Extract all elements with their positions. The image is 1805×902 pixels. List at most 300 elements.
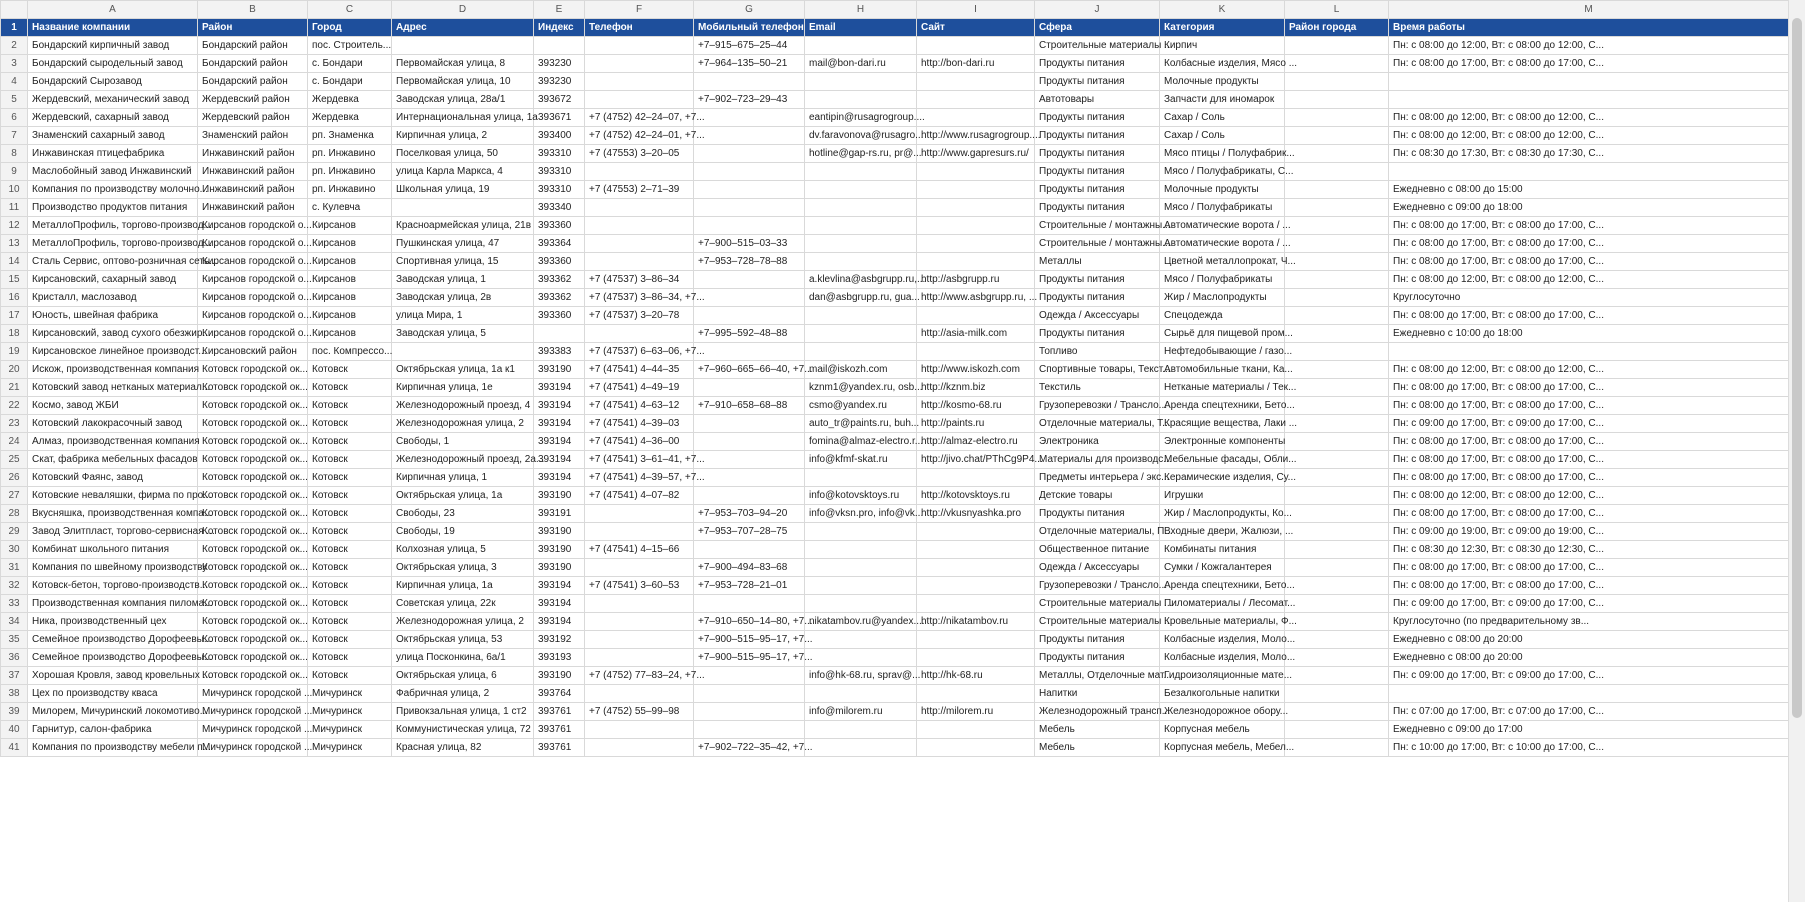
- table-cell[interactable]: [694, 451, 805, 469]
- table-cell[interactable]: [585, 721, 694, 739]
- table-cell[interactable]: Ежедневно с 10:00 до 18:00: [1389, 325, 1789, 343]
- table-cell[interactable]: mail@bon-dari.ru: [805, 55, 917, 73]
- table-cell[interactable]: [805, 91, 917, 109]
- table-cell[interactable]: 393190: [534, 667, 585, 685]
- row-number[interactable]: 5: [1, 91, 28, 109]
- table-cell[interactable]: http://milorem.ru: [917, 703, 1035, 721]
- row-number[interactable]: 2: [1, 37, 28, 55]
- table-cell[interactable]: Котовск городской ок...: [198, 469, 308, 487]
- table-cell[interactable]: Кирсанов городской о...: [198, 217, 308, 235]
- table-cell[interactable]: Привокзальная улица, 1 ст2: [392, 703, 534, 721]
- header-cell[interactable]: Название компании: [28, 19, 198, 37]
- table-cell[interactable]: Отделочные материалы, П...: [1035, 523, 1160, 541]
- table-cell[interactable]: Продукты питания: [1035, 199, 1160, 217]
- table-cell[interactable]: a.klevlina@asbgrupp.ru,...: [805, 271, 917, 289]
- table-cell[interactable]: Корпусная мебель, Мебел...: [1160, 739, 1285, 757]
- column-header-f[interactable]: F: [585, 1, 694, 19]
- table-cell[interactable]: Строительные / монтажны...: [1035, 217, 1160, 235]
- table-cell[interactable]: Комбинаты питания: [1160, 541, 1285, 559]
- table-cell[interactable]: Круглосуточно (по предварительному зв...: [1389, 613, 1789, 631]
- table-cell[interactable]: [917, 217, 1035, 235]
- table-cell[interactable]: [1285, 559, 1389, 577]
- table-cell[interactable]: Бондарский сыродельный завод: [28, 55, 198, 73]
- table-cell[interactable]: [1285, 685, 1389, 703]
- table-cell[interactable]: [1285, 415, 1389, 433]
- table-cell[interactable]: Котовск городской ок...: [198, 631, 308, 649]
- column-header-d[interactable]: D: [392, 1, 534, 19]
- table-cell[interactable]: Кирсанов городской о...: [198, 307, 308, 325]
- table-cell[interactable]: 393194: [534, 379, 585, 397]
- table-cell[interactable]: [1285, 127, 1389, 145]
- table-cell[interactable]: Пн: с 08:00 до 17:00, Вт: с 08:00 до 17:00, С...: [1389, 55, 1789, 73]
- table-cell[interactable]: 393194: [534, 595, 585, 613]
- row-number[interactable]: 37: [1, 667, 28, 685]
- row-number[interactable]: 8: [1, 145, 28, 163]
- table-cell[interactable]: Спортивные товары, Текст...: [1035, 361, 1160, 379]
- table-cell[interactable]: [694, 199, 805, 217]
- table-cell[interactable]: [917, 469, 1035, 487]
- table-cell[interactable]: Кирсанов городской о...: [198, 271, 308, 289]
- table-cell[interactable]: Заводская улица, 2в: [392, 289, 534, 307]
- row-number[interactable]: 22: [1, 397, 28, 415]
- table-cell[interactable]: Октябрьская улица, 1а: [392, 487, 534, 505]
- table-cell[interactable]: Продукты питания: [1035, 289, 1160, 307]
- table-cell[interactable]: Цех по производству кваса: [28, 685, 198, 703]
- table-cell[interactable]: [585, 55, 694, 73]
- row-number[interactable]: 30: [1, 541, 28, 559]
- table-cell[interactable]: Кирсановский, сахарный завод: [28, 271, 198, 289]
- table-cell[interactable]: [585, 685, 694, 703]
- table-cell[interactable]: Железнодорожное обору...: [1160, 703, 1285, 721]
- table-cell[interactable]: Ежедневно с 08:00 до 20:00: [1389, 649, 1789, 667]
- table-cell[interactable]: Коммунистическая улица, 72: [392, 721, 534, 739]
- table-cell[interactable]: 393190: [534, 361, 585, 379]
- table-cell[interactable]: [694, 595, 805, 613]
- table-cell[interactable]: +7 (47537) 3–20–78: [585, 307, 694, 325]
- table-cell[interactable]: Безалкогольные напитки: [1160, 685, 1285, 703]
- table-cell[interactable]: Котовский завод нетканых материал...: [28, 379, 198, 397]
- table-cell[interactable]: [694, 343, 805, 361]
- header-cell[interactable]: Индекс: [534, 19, 585, 37]
- table-cell[interactable]: Октябрьская улица, 53: [392, 631, 534, 649]
- column-header-l[interactable]: L: [1285, 1, 1389, 19]
- table-cell[interactable]: Продукты питания: [1035, 631, 1160, 649]
- table-cell[interactable]: Котовск городской ок...: [198, 577, 308, 595]
- table-cell[interactable]: [917, 73, 1035, 91]
- table-cell[interactable]: Октябрьская улица, 1а к1: [392, 361, 534, 379]
- table-cell[interactable]: Котовск: [308, 613, 392, 631]
- table-cell[interactable]: [585, 649, 694, 667]
- table-cell[interactable]: Кирпичная улица, 1: [392, 469, 534, 487]
- table-cell[interactable]: +7–902–722–35–42, +7...: [694, 739, 805, 757]
- table-cell[interactable]: [694, 685, 805, 703]
- table-cell[interactable]: [917, 307, 1035, 325]
- table-cell[interactable]: +7–953–703–94–20: [694, 505, 805, 523]
- table-cell[interactable]: Маслобойный завод Инжавинский: [28, 163, 198, 181]
- table-cell[interactable]: Котовск: [308, 469, 392, 487]
- table-cell[interactable]: Кирсановский, завод сухого обезжир...: [28, 325, 198, 343]
- table-cell[interactable]: 393360: [534, 307, 585, 325]
- table-cell[interactable]: http://bon-dari.ru: [917, 55, 1035, 73]
- table-cell[interactable]: 393364: [534, 235, 585, 253]
- table-cell[interactable]: Заводская улица, 28а/1: [392, 91, 534, 109]
- table-cell[interactable]: csmo@yandex.ru: [805, 397, 917, 415]
- table-cell[interactable]: Космо, завод ЖБИ: [28, 397, 198, 415]
- table-cell[interactable]: 393193: [534, 649, 585, 667]
- table-cell[interactable]: улица Карла Маркса, 4: [392, 163, 534, 181]
- table-cell[interactable]: Красящие вещества, Лаки ...: [1160, 415, 1285, 433]
- table-cell[interactable]: Завод Элитпласт, торгово-сервисная ...: [28, 523, 198, 541]
- table-cell[interactable]: +7–915–675–25–44: [694, 37, 805, 55]
- row-number[interactable]: 36: [1, 649, 28, 667]
- table-cell[interactable]: Жир / Маслопродукты, Ко...: [1160, 505, 1285, 523]
- table-cell[interactable]: [1285, 667, 1389, 685]
- table-cell[interactable]: пос. Строитель...: [308, 37, 392, 55]
- table-cell[interactable]: http://jivo.chat/PThCg9P4...: [917, 451, 1035, 469]
- table-cell[interactable]: 393194: [534, 397, 585, 415]
- header-cell[interactable]: Адрес: [392, 19, 534, 37]
- table-cell[interactable]: Предметы интерьера / экс...: [1035, 469, 1160, 487]
- row-number[interactable]: 18: [1, 325, 28, 343]
- table-cell[interactable]: Искож, производственная компания: [28, 361, 198, 379]
- table-cell[interactable]: Кристалл, маслозавод: [28, 289, 198, 307]
- table-cell[interactable]: Аренда спецтехники, Бето...: [1160, 397, 1285, 415]
- table-cell[interactable]: +7 (4752) 55–99–98: [585, 703, 694, 721]
- table-cell[interactable]: 393761: [534, 721, 585, 739]
- table-cell[interactable]: [694, 379, 805, 397]
- table-cell[interactable]: [1285, 343, 1389, 361]
- table-cell[interactable]: [585, 235, 694, 253]
- header-cell[interactable]: Время работы: [1389, 19, 1789, 37]
- table-cell[interactable]: Ежедневно с 09:00 до 18:00: [1389, 199, 1789, 217]
- table-cell[interactable]: Напитки: [1035, 685, 1160, 703]
- table-cell[interactable]: Котовск: [308, 487, 392, 505]
- header-cell[interactable]: Мобильный телефон: [694, 19, 805, 37]
- table-cell[interactable]: [1285, 361, 1389, 379]
- table-cell[interactable]: 393383: [534, 343, 585, 361]
- table-cell[interactable]: [694, 145, 805, 163]
- table-cell[interactable]: +7 (4752) 42–24–07, +7...: [585, 109, 694, 127]
- table-cell[interactable]: Автомобильные ткани, Ка...: [1160, 361, 1285, 379]
- table-cell[interactable]: 393190: [534, 487, 585, 505]
- table-cell[interactable]: Котовск городской ок...: [198, 379, 308, 397]
- table-cell[interactable]: [1285, 109, 1389, 127]
- table-cell[interactable]: Бондарский Сырозавод: [28, 73, 198, 91]
- table-cell[interactable]: Фабричная улица, 2: [392, 685, 534, 703]
- table-cell[interactable]: Общественное питание: [1035, 541, 1160, 559]
- table-cell[interactable]: Кирсанов: [308, 307, 392, 325]
- table-cell[interactable]: Пн: с 08:00 до 17:00, Вт: с 08:00 до 17:00, С...: [1389, 451, 1789, 469]
- table-cell[interactable]: Ежедневно с 08:00 до 20:00: [1389, 631, 1789, 649]
- table-cell[interactable]: Красная улица, 82: [392, 739, 534, 757]
- table-cell[interactable]: Кирсанов: [308, 217, 392, 235]
- table-cell[interactable]: Знаменский район: [198, 127, 308, 145]
- table-cell[interactable]: +7–953–728–78–88: [694, 253, 805, 271]
- table-cell[interactable]: Пн: с 08:00 до 17:00, Вт: с 08:00 до 17:00, С...: [1389, 235, 1789, 253]
- table-cell[interactable]: Ежедневно с 09:00 до 17:00: [1389, 721, 1789, 739]
- table-cell[interactable]: Кирпичная улица, 1а: [392, 577, 534, 595]
- table-cell[interactable]: [805, 739, 917, 757]
- table-cell[interactable]: [694, 127, 805, 145]
- table-cell[interactable]: [1285, 55, 1389, 73]
- table-cell[interactable]: Строительные / монтажны...: [1035, 235, 1160, 253]
- table-cell[interactable]: [1285, 73, 1389, 91]
- row-number[interactable]: 25: [1, 451, 28, 469]
- table-cell[interactable]: +7 (47537) 3–86–34: [585, 271, 694, 289]
- table-cell[interactable]: 393764: [534, 685, 585, 703]
- table-cell[interactable]: Грузоперевозки / Трансло...: [1035, 397, 1160, 415]
- table-cell[interactable]: [585, 325, 694, 343]
- table-cell[interactable]: рп. Инжавино: [308, 181, 392, 199]
- table-cell[interactable]: [917, 523, 1035, 541]
- table-cell[interactable]: [1285, 613, 1389, 631]
- row-number[interactable]: 24: [1, 433, 28, 451]
- table-cell[interactable]: [585, 163, 694, 181]
- table-cell[interactable]: fomina@almaz-electro.r...: [805, 433, 917, 451]
- table-cell[interactable]: [1285, 271, 1389, 289]
- table-cell[interactable]: Мичуринск городской ...: [198, 685, 308, 703]
- table-cell[interactable]: Сумки / Кожгалантерея: [1160, 559, 1285, 577]
- table-cell[interactable]: Гидроизоляционные мате...: [1160, 667, 1285, 685]
- table-cell[interactable]: Отделочные материалы, Т...: [1035, 415, 1160, 433]
- table-cell[interactable]: [694, 703, 805, 721]
- table-cell[interactable]: [1285, 289, 1389, 307]
- table-cell[interactable]: Мясо / Полуфабрикаты: [1160, 199, 1285, 217]
- table-cell[interactable]: +7 (47541) 4–15–66: [585, 541, 694, 559]
- table-cell[interactable]: Игрушки: [1160, 487, 1285, 505]
- table-cell[interactable]: [392, 199, 534, 217]
- table-cell[interactable]: Пн: с 08:00 до 12:00, Вт: с 08:00 до 12:00, С...: [1389, 109, 1789, 127]
- table-cell[interactable]: [694, 487, 805, 505]
- table-cell[interactable]: Кирсанов городской о...: [198, 325, 308, 343]
- table-cell[interactable]: Кирсановское линейное производст...: [28, 343, 198, 361]
- table-cell[interactable]: Котовск-бетон, торгово-производств...: [28, 577, 198, 595]
- column-header-j[interactable]: J: [1035, 1, 1160, 19]
- table-cell[interactable]: [1285, 235, 1389, 253]
- table-cell[interactable]: Круглосуточно: [1389, 289, 1789, 307]
- table-cell[interactable]: [917, 181, 1035, 199]
- table-cell[interactable]: Материалы для производс...: [1035, 451, 1160, 469]
- table-cell[interactable]: Автотовары: [1035, 91, 1160, 109]
- table-cell[interactable]: Мичуринск городской ...: [198, 739, 308, 757]
- row-number[interactable]: 38: [1, 685, 28, 703]
- table-cell[interactable]: Котовск: [308, 505, 392, 523]
- table-cell[interactable]: http://paints.ru: [917, 415, 1035, 433]
- table-cell[interactable]: +7–900–515–95–17, +7...: [694, 649, 805, 667]
- header-cell[interactable]: Сайт: [917, 19, 1035, 37]
- table-cell[interactable]: Жердевский, сахарный завод: [28, 109, 198, 127]
- table-cell[interactable]: [1285, 649, 1389, 667]
- header-cell[interactable]: Категория: [1160, 19, 1285, 37]
- table-cell[interactable]: http://asia-milk.com: [917, 325, 1035, 343]
- table-cell[interactable]: [805, 523, 917, 541]
- table-cell[interactable]: 393194: [534, 469, 585, 487]
- table-cell[interactable]: 393230: [534, 73, 585, 91]
- table-cell[interactable]: +7 (47553) 3–20–05: [585, 145, 694, 163]
- row-number[interactable]: 14: [1, 253, 28, 271]
- table-cell[interactable]: 393194: [534, 433, 585, 451]
- table-cell[interactable]: [694, 721, 805, 739]
- table-cell[interactable]: Кирпичная улица, 2: [392, 127, 534, 145]
- table-cell[interactable]: [585, 91, 694, 109]
- table-cell[interactable]: Мичуринск городской ...: [198, 721, 308, 739]
- table-cell[interactable]: 393310: [534, 145, 585, 163]
- column-header-a[interactable]: A: [28, 1, 198, 19]
- table-cell[interactable]: Котовск городской ок...: [198, 433, 308, 451]
- table-cell[interactable]: Алмаз, производственная компания: [28, 433, 198, 451]
- table-cell[interactable]: +7–953–728–21–01: [694, 577, 805, 595]
- table-cell[interactable]: nikatambov.ru@yandex....: [805, 613, 917, 631]
- table-cell[interactable]: http://www.iskozh.com: [917, 361, 1035, 379]
- table-cell[interactable]: Котовский лакокрасочный завод: [28, 415, 198, 433]
- table-cell[interactable]: Автоматические ворота / ...: [1160, 235, 1285, 253]
- table-cell[interactable]: Котовск городской ок...: [198, 415, 308, 433]
- table-cell[interactable]: 393194: [534, 415, 585, 433]
- table-cell[interactable]: Кирсановский район: [198, 343, 308, 361]
- table-cell[interactable]: Производственная компания пилома...: [28, 595, 198, 613]
- row-number[interactable]: 39: [1, 703, 28, 721]
- table-cell[interactable]: +7 (47541) 4–36–00: [585, 433, 694, 451]
- table-cell[interactable]: [917, 649, 1035, 667]
- table-cell[interactable]: [1285, 541, 1389, 559]
- table-cell[interactable]: 393310: [534, 181, 585, 199]
- table-cell[interactable]: +7 (47537) 3–86–34, +7...: [585, 289, 694, 307]
- table-cell[interactable]: Продукты питания: [1035, 73, 1160, 91]
- table-cell[interactable]: Кирсанов: [308, 235, 392, 253]
- table-cell[interactable]: +7 (47541) 3–61–41, +7...: [585, 451, 694, 469]
- table-cell[interactable]: Хорошая Кровля, завод кровельных ...: [28, 667, 198, 685]
- table-cell[interactable]: Жердевский, механический завод: [28, 91, 198, 109]
- table-cell[interactable]: [694, 163, 805, 181]
- table-cell[interactable]: [1285, 703, 1389, 721]
- table-cell[interactable]: [1285, 181, 1389, 199]
- table-cell[interactable]: Котовск: [308, 415, 392, 433]
- table-cell[interactable]: Металлы: [1035, 253, 1160, 271]
- table-cell[interactable]: [1285, 325, 1389, 343]
- table-cell[interactable]: Пн: с 08:00 до 12:00, Вт: с 08:00 до 12:00, С...: [1389, 271, 1789, 289]
- table-cell[interactable]: [585, 73, 694, 91]
- table-cell[interactable]: Котовск: [308, 361, 392, 379]
- table-cell[interactable]: [1285, 91, 1389, 109]
- table-cell[interactable]: Металлы, Отделочные мат...: [1035, 667, 1160, 685]
- table-cell[interactable]: Спецодежда: [1160, 307, 1285, 325]
- table-cell[interactable]: Автоматические ворота / ...: [1160, 217, 1285, 235]
- vertical-scrollbar[interactable]: [1788, 0, 1805, 902]
- table-cell[interactable]: http://vkusnyashka.pro: [917, 505, 1035, 523]
- table-cell[interactable]: Котовск городской ок...: [198, 397, 308, 415]
- table-cell[interactable]: http://hk-68.ru: [917, 667, 1035, 685]
- table-cell[interactable]: Жердевка: [308, 91, 392, 109]
- table-cell[interactable]: Свободы, 23: [392, 505, 534, 523]
- table-cell[interactable]: Свободы, 1: [392, 433, 534, 451]
- table-cell[interactable]: http://www.rusagrogroup....: [917, 127, 1035, 145]
- table-cell[interactable]: [585, 199, 694, 217]
- row-number[interactable]: 9: [1, 163, 28, 181]
- table-cell[interactable]: [805, 595, 917, 613]
- table-cell[interactable]: 393194: [534, 451, 585, 469]
- table-cell[interactable]: пос. Компрессо...: [308, 343, 392, 361]
- table-cell[interactable]: Пн: с 09:00 до 19:00, Вт: с 09:00 до 19:00, С...: [1389, 523, 1789, 541]
- table-cell[interactable]: [917, 109, 1035, 127]
- table-cell[interactable]: с. Бондари: [308, 55, 392, 73]
- table-cell[interactable]: [805, 37, 917, 55]
- table-cell[interactable]: [694, 469, 805, 487]
- table-cell[interactable]: [585, 523, 694, 541]
- table-cell[interactable]: Пн: с 08:00 до 17:00, Вт: с 08:00 до 17:00, С...: [1389, 469, 1789, 487]
- table-cell[interactable]: [805, 199, 917, 217]
- table-cell[interactable]: [694, 181, 805, 199]
- row-number[interactable]: 10: [1, 181, 28, 199]
- table-cell[interactable]: Нефтедобывающие / газо...: [1160, 343, 1285, 361]
- header-cell[interactable]: Город: [308, 19, 392, 37]
- table-cell[interactable]: http://kznm.biz: [917, 379, 1035, 397]
- table-cell[interactable]: Пушкинская улица, 47: [392, 235, 534, 253]
- table-cell[interactable]: [585, 739, 694, 757]
- table-cell[interactable]: [1285, 595, 1389, 613]
- table-cell[interactable]: +7 (47541) 4–49–19: [585, 379, 694, 397]
- table-cell[interactable]: [1285, 379, 1389, 397]
- table-cell[interactable]: [1389, 91, 1789, 109]
- table-cell[interactable]: [585, 559, 694, 577]
- table-cell[interactable]: Пн: с 08:00 до 17:00, Вт: с 08:00 до 17:00, С...: [1389, 505, 1789, 523]
- table-cell[interactable]: +7 (47541) 4–63–12: [585, 397, 694, 415]
- table-cell[interactable]: Жердевский район: [198, 109, 308, 127]
- table-cell[interactable]: Красноармейская улица, 21в: [392, 217, 534, 235]
- table-cell[interactable]: Пн: с 08:00 до 17:00, Вт: с 08:00 до 17:00, С...: [1389, 397, 1789, 415]
- table-cell[interactable]: [1285, 631, 1389, 649]
- table-cell[interactable]: Мясо птицы / Полуфабрик...: [1160, 145, 1285, 163]
- table-cell[interactable]: Пн: с 08:30 до 17:30, Вт: с 08:30 до 17:30, С...: [1389, 145, 1789, 163]
- table-cell[interactable]: Мичуринск городской ...: [198, 703, 308, 721]
- table-cell[interactable]: [805, 721, 917, 739]
- table-cell[interactable]: Пн: с 09:00 до 17:00, Вт: с 09:00 до 17:00, С...: [1389, 667, 1789, 685]
- table-cell[interactable]: Поселковая улица, 50: [392, 145, 534, 163]
- table-cell[interactable]: 393340: [534, 199, 585, 217]
- table-cell[interactable]: 393191: [534, 505, 585, 523]
- table-cell[interactable]: Котовск: [308, 451, 392, 469]
- table-cell[interactable]: Первомайская улица, 10: [392, 73, 534, 91]
- table-cell[interactable]: Октябрьская улица, 6: [392, 667, 534, 685]
- table-cell[interactable]: [805, 307, 917, 325]
- column-header-h[interactable]: H: [805, 1, 917, 19]
- table-cell[interactable]: Инжавинский район: [198, 145, 308, 163]
- table-cell[interactable]: с. Бондари: [308, 73, 392, 91]
- table-cell[interactable]: Свободы, 19: [392, 523, 534, 541]
- table-cell[interactable]: info@hk-68.ru, sprav@...: [805, 667, 917, 685]
- table-cell[interactable]: [1285, 523, 1389, 541]
- table-cell[interactable]: Бондарский район: [198, 73, 308, 91]
- table-cell[interactable]: 393194: [534, 613, 585, 631]
- table-cell[interactable]: Сахар / Соль: [1160, 127, 1285, 145]
- table-cell[interactable]: Кирсанов городской о...: [198, 253, 308, 271]
- table-cell[interactable]: info@kotovsktoys.ru: [805, 487, 917, 505]
- table-cell[interactable]: Котовск: [308, 523, 392, 541]
- table-cell[interactable]: [917, 739, 1035, 757]
- table-cell[interactable]: [1285, 145, 1389, 163]
- table-cell[interactable]: Молочные продукты: [1160, 181, 1285, 199]
- table-cell[interactable]: +7–953–707–28–75: [694, 523, 805, 541]
- table-cell[interactable]: [1389, 343, 1789, 361]
- table-cell[interactable]: Пн: с 08:00 до 17:00, Вт: с 08:00 до 17:00, С...: [1389, 253, 1789, 271]
- table-cell[interactable]: Пн: с 10:00 до 17:00, Вт: с 10:00 до 17:00, С...: [1389, 739, 1789, 757]
- table-cell[interactable]: Продукты питания: [1035, 163, 1160, 181]
- table-cell[interactable]: [917, 199, 1035, 217]
- table-cell[interactable]: Гарнитур, салон-фабрика: [28, 721, 198, 739]
- table-cell[interactable]: Керамические изделия, Су...: [1160, 469, 1285, 487]
- table-cell[interactable]: Бондарский район: [198, 55, 308, 73]
- table-cell[interactable]: Продукты питания: [1035, 649, 1160, 667]
- table-cell[interactable]: Железнодорожный трансп...: [1035, 703, 1160, 721]
